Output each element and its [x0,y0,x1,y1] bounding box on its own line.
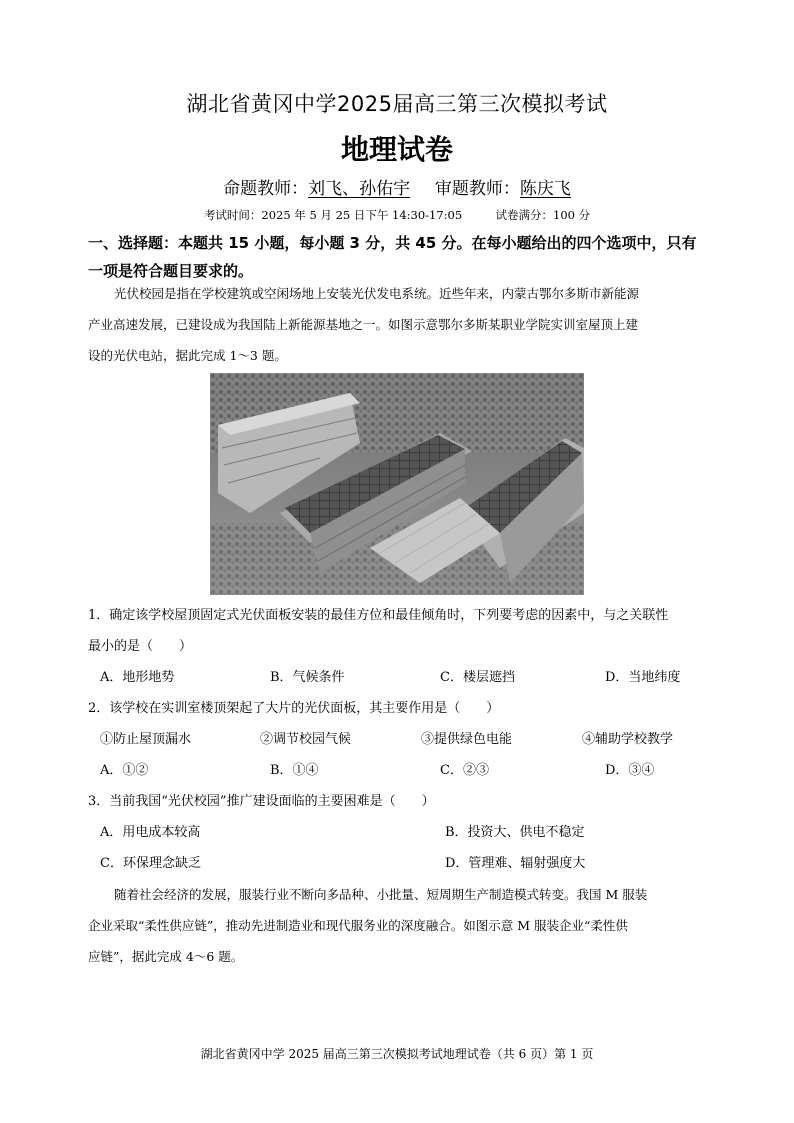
reviewer-name: 陈庆飞 [519,179,571,199]
question-3-options-row1 [88,817,713,848]
passage-2-line3: 应链”，据此完成 4～6 题。 [88,949,244,964]
section-heading-line1: 一、选择题：本题共 15 小题，每小题 3 分，共 45 分。在每小题给出的四个选项中，只有 [88,234,697,252]
full-score: 试卷满分：100 分 [495,208,591,222]
option-a[interactable]: A．①② [100,763,149,778]
question-1 [88,600,713,693]
question-1-options [88,662,713,693]
question-2-stem-line1: 2．该学校在实训室楼顶架起了大片的光伏面板，其主要作用是（ ） [88,701,500,716]
question-2 [88,693,713,786]
option-c[interactable]: C．楼层遮挡 [440,670,515,685]
option-b[interactable]: B．气候条件 [270,670,345,685]
question-2-statements [88,724,713,755]
teacher-line [0,174,794,199]
passage-1 [88,278,713,371]
reviewer-label: 审题教师： [434,179,520,199]
question-3-options-row2 [88,848,713,879]
question-1-stem-line2: 最小的是（ ） [88,639,193,654]
passage-1-line2: 产业高速发展，已建设成为我国陆上新能源基地之一。如图示意鄂尔多斯某职业学院实训室屋顶上建 [88,317,639,332]
passage-1-line3: 设的光伏电站，据此完成 1～3 题。 [88,348,287,363]
subject-title: 地理试卷 [340,133,453,166]
statement-2: ②调节校园气候 [260,732,352,747]
option-a[interactable]: A．用电成本较高 [100,825,201,840]
section-heading-line2: 一项是符合题目要求的。 [88,262,254,280]
statement-3: ③提供绿色电能 [421,732,513,747]
option-a[interactable]: A．地形地势 [100,670,175,685]
option-d[interactable]: D．管理难、辐射强度大 [445,856,586,871]
question-1-stem-line1: 1．确定该学校屋顶固定式光伏面板安装的最佳方位和最佳倾角时，下列要考虑的因素中，与之关联性 [88,608,669,623]
passage-2-line1: 随着社会经济的发展，服装行业不断向多品种、小批量、短周期生产制造模式转变。我国 M 服装 [114,887,648,902]
section-heading [88,229,713,285]
passage-2 [88,879,713,972]
option-d[interactable]: D．当地纬度 [605,670,681,685]
option-c[interactable]: C．环保理念缺乏 [100,856,201,871]
setter-names: 刘飞、孙佑宇 [308,179,411,199]
statement-1: ①防止屋顶漏水 [100,732,192,747]
exam-info [0,207,794,223]
exam-title: 湖北省黄冈中学2025届高三第三次模拟考试 [186,92,608,116]
setter-label: 命题教师： [223,179,309,199]
option-b[interactable]: B．投资大、供电不稳定 [445,825,585,840]
option-b[interactable]: B．①④ [270,763,319,778]
question-3 [88,786,713,879]
campus-solar-photo [210,373,584,595]
statement-4: ④辅助学校教学 [582,732,674,747]
exam-time: 考试时间：2025 年 5 月 25 日下午 14:30-17:05 [203,208,463,222]
question-3-stem-line1: 3．当前我国“光伏校园”推广建设面临的主要困难是（ ） [88,794,435,809]
page-footer: 湖北省黄冈中学 2025 届高三第三次模拟考试地理试卷（共 6 页）第 1 页 [200,1047,594,1061]
passage-1-line1: 光伏校园是指在学校建筑或空闲场地上安装光伏发电系统。近些年来，内蒙古鄂尔多斯市新能源 [114,286,640,301]
option-c[interactable]: C．②③ [440,763,489,778]
question-2-options [88,755,713,786]
option-d[interactable]: D．③④ [605,763,655,778]
passage-2-line2: 企业采取“柔性供应链”，推动先进制造业和现代服务业的深度融合。如图示意 M 服装企业“柔性供 [88,918,628,933]
